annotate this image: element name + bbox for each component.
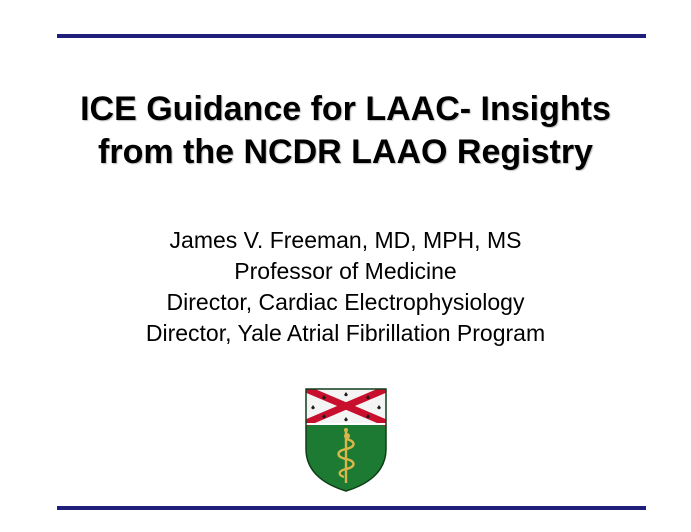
presenter-name: James V. Freeman, MD, MPH, MS [169, 227, 522, 253]
presenter-role-3: Director, Yale Atrial Fibrillation Program [145, 320, 546, 346]
slide-title [0, 88, 691, 174]
presenter-role-1: Professor of Medicine [234, 258, 457, 284]
slide-title-line-2: from the NCDR LAAO Registry [98, 133, 593, 171]
presenter-info [0, 225, 691, 349]
bottom-divider [57, 506, 646, 510]
yale-medicine-shield-icon [304, 387, 388, 493]
top-divider [57, 34, 646, 38]
slide-title-line-1: ICE Guidance for LAAC- Insights [80, 90, 611, 128]
presenter-role-2: Director, Cardiac Electrophysiology [166, 289, 525, 315]
